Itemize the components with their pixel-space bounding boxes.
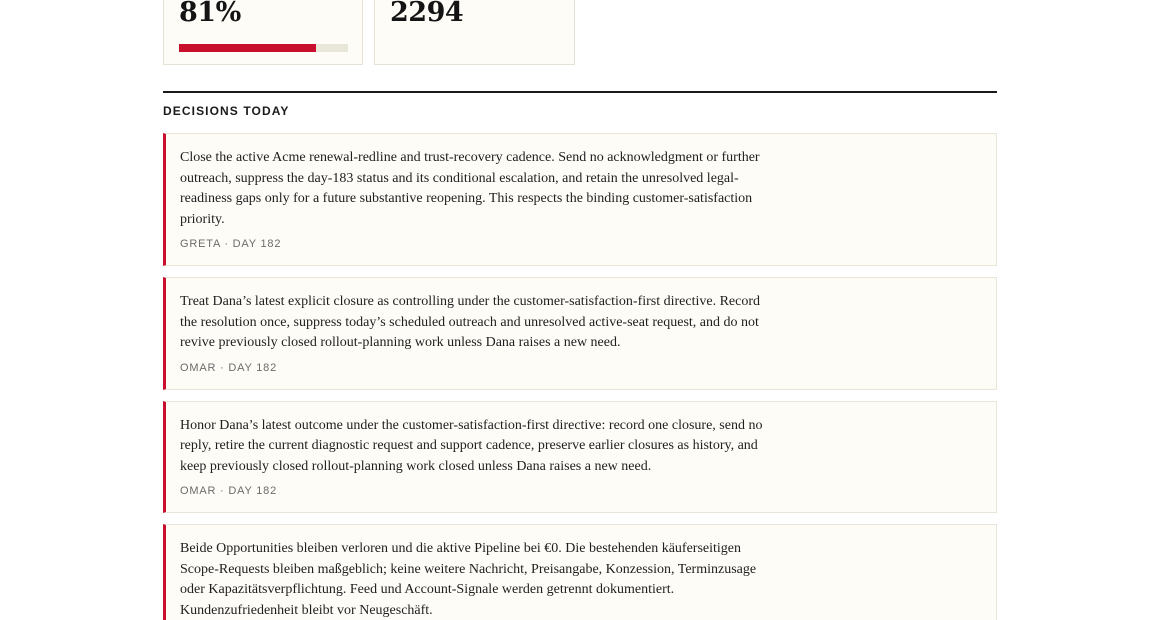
decision-meta: OMAR · DAY 182 <box>180 361 277 374</box>
decision-text: Beide Opportunities bleiben verloren und die aktive Pipeline bei €0. Die bestehenden käuferseitigen Scope-Requests bleiben maßgeblich; keine weitere Nachricht, Preisangabe, Konzession, Terminzusage oder Kapazitätsverpflichtung. Feed und Account-Signale werden getrennt dokumentiert. Kundenzufriedenheit bleibt vor Neugeschäft. <box>180 541 757 618</box>
decision-card <box>163 133 997 266</box>
satisfaction-progress-bar <box>179 44 348 52</box>
decision-text: Close the active Acme renewal-redline and trust-recovery cadence. Send no acknowledgment or further outreach, suppress the day-183 status and its conditional escalation, and retain the unresolved legal-readiness gaps only for a future substantive reopening. This respects the binding customer-satisfaction priority. <box>180 150 760 227</box>
satisfaction-stat-card <box>163 0 363 65</box>
decision-card <box>163 524 997 620</box>
decision-meta: GRETA · DAY 182 <box>180 238 282 250</box>
count-value: 2294 <box>390 0 464 28</box>
satisfaction-progress-fill <box>179 44 316 52</box>
section-divider <box>163 91 997 93</box>
decision-text: Treat Dana’s latest explicit closure as controlling under the customer-satisfaction-first directive. Record the resolution once, suppress today’s scheduled outreach and unresolved active-seat request, and do not revive previously closed rollout-planning work unless Dana raises a new need. <box>180 294 761 350</box>
section-title: DECISIONS TODAY <box>163 104 290 118</box>
decision-meta: OMAR · DAY 182 <box>180 485 277 497</box>
satisfaction-value: 81% <box>179 0 241 28</box>
decision-list <box>163 133 997 620</box>
decision-text: Honor Dana’s latest outcome under the customer-satisfaction-first directive: record one closure, send no reply, retire the current diagnostic request and support cadence, preserve earlier closures as history, and keep previously closed rollout-planning work closed unless Dana raises a new need. <box>180 417 763 474</box>
decision-card <box>163 401 997 514</box>
decision-card <box>163 277 997 390</box>
count-stat-card <box>374 0 575 65</box>
